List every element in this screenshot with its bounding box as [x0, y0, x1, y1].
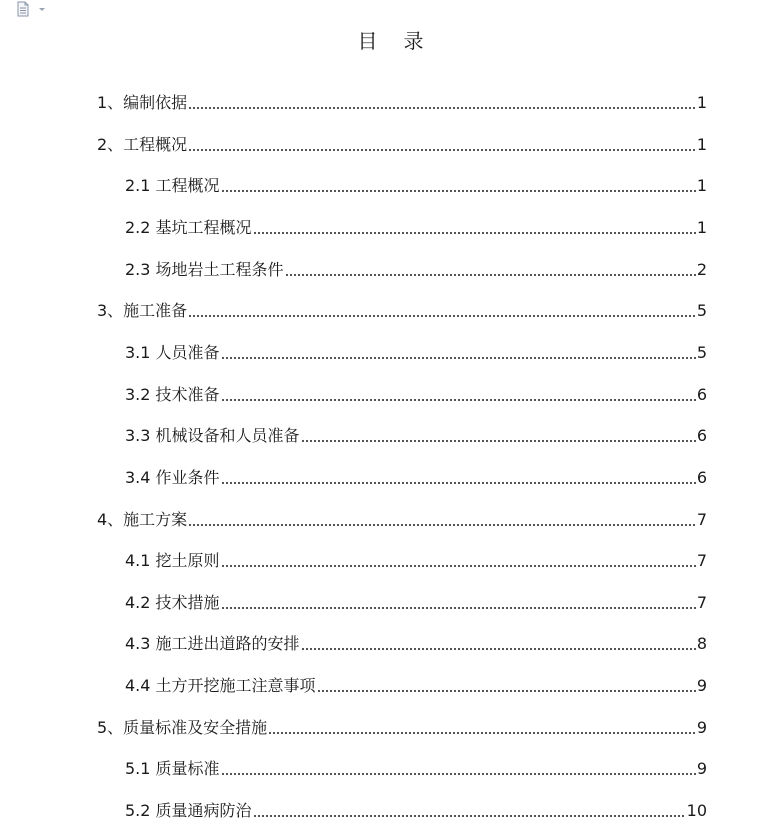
toc-dot-leader [301, 648, 696, 650]
toc-entry-label: 4.1 挖土原则 [125, 551, 220, 571]
toc-dot-leader [188, 107, 696, 109]
toc-entry[interactable] [125, 384, 707, 406]
toc-entry-page-number: 7 [696, 509, 707, 529]
toc-entry[interactable] [125, 550, 707, 572]
toc-entry-page-number: 2 [696, 259, 707, 279]
toc-dot-leader [268, 732, 696, 734]
toc-entry[interactable] [125, 342, 707, 364]
toc-entry[interactable] [125, 758, 707, 780]
toc-dot-leader [221, 565, 696, 567]
toc-dot-leader [221, 190, 696, 192]
toc-entry-label: 3.2 技术准备 [125, 384, 220, 404]
toc-entry-page-number: 10 [686, 801, 707, 821]
toc-entry[interactable] [125, 217, 707, 239]
toc-entry-label: 4.3 施工进出道路的安排 [125, 634, 300, 654]
toc-entry-label: 2、工程概况 [97, 134, 188, 154]
toc-title [0, 26, 781, 56]
toc-dot-leader [301, 440, 696, 442]
toc-entry[interactable] [125, 675, 707, 697]
toc-entry[interactable] [97, 509, 707, 531]
toc-entry-page-number: 5 [696, 342, 707, 362]
toc-entry-label: 3、施工准备 [97, 301, 188, 321]
toc-dot-leader [221, 607, 696, 609]
toc-entry[interactable] [125, 259, 707, 281]
toc-entry-page-number: 6 [696, 467, 707, 487]
toc-entry[interactable] [125, 467, 707, 489]
toc-entry-page-number: 5 [696, 301, 707, 321]
toc-entry-label: 2.1 工程概况 [125, 176, 220, 196]
toc-entry-label: 2.3 场地岩土工程条件 [125, 259, 284, 279]
toc-entry-label: 3.3 机械设备和人员准备 [125, 426, 300, 446]
toc-entry-label: 5.2 质量通病防治 [125, 801, 252, 821]
toc-entry-page-number: 7 [696, 592, 707, 612]
toc-entry-label: 4、施工方案 [97, 509, 188, 529]
toc-entry[interactable] [125, 592, 707, 614]
toc-entry-page-number: 9 [696, 717, 707, 737]
toc-entry-page-number: 9 [696, 676, 707, 696]
toc-dot-leader [221, 773, 696, 775]
toc-entry[interactable] [125, 425, 707, 447]
toc-entry-page-number: 1 [696, 176, 707, 196]
toc-entry[interactable] [125, 800, 707, 822]
toc-entry[interactable] [97, 717, 707, 739]
toc-entry-page-number: 1 [696, 134, 707, 154]
toc-entry[interactable] [97, 300, 707, 322]
toc-dot-leader [285, 274, 696, 276]
toc-entry-label: 3.4 作业条件 [125, 467, 220, 487]
toc-entry-label: 1、编制依据 [97, 93, 188, 112]
toc-dot-leader [317, 690, 696, 692]
toc-dot-leader [253, 232, 696, 234]
toc-dot-leader [188, 315, 696, 317]
toc-entry-label: 2.2 基坑工程概况 [125, 217, 252, 237]
toc-entry-page-number: 6 [696, 426, 707, 446]
toc-entry-label: 3.1 人员准备 [125, 342, 220, 362]
toc-entry-page-number: 7 [696, 551, 707, 571]
toc-entry-page-number: 6 [696, 384, 707, 404]
toc-entry-label: 4.4 土方开挖施工注意事项 [125, 676, 316, 696]
toc-entry[interactable] [97, 134, 707, 156]
toc-entry-label: 5、质量标准及安全措施 [97, 717, 268, 737]
toc-entry[interactable] [125, 633, 707, 655]
toc-entry-page-number: 1 [696, 217, 707, 237]
toc-entry[interactable] [125, 175, 707, 197]
toc-entry-page-number: 8 [696, 634, 707, 654]
toc-dot-leader [221, 357, 696, 359]
toc-dot-leader [188, 149, 696, 151]
toc-entry-page-number: 9 [696, 759, 707, 779]
toc-dot-leader [221, 482, 696, 484]
toc-dot-leader [253, 815, 686, 817]
toc-entry-page-number: 1 [696, 93, 707, 112]
toc-entry-label: 4.2 技术措施 [125, 592, 220, 612]
toc-dot-leader [188, 524, 696, 526]
toc-title-char-2: 录 [403, 29, 424, 53]
document-menu-icon[interactable] [17, 1, 47, 17]
toc-title-char-1: 目 [357, 29, 378, 53]
toc-entry-label: 5.1 质量标准 [125, 759, 220, 779]
toc-entry[interactable] [97, 92, 707, 114]
toc-dot-leader [221, 399, 696, 401]
